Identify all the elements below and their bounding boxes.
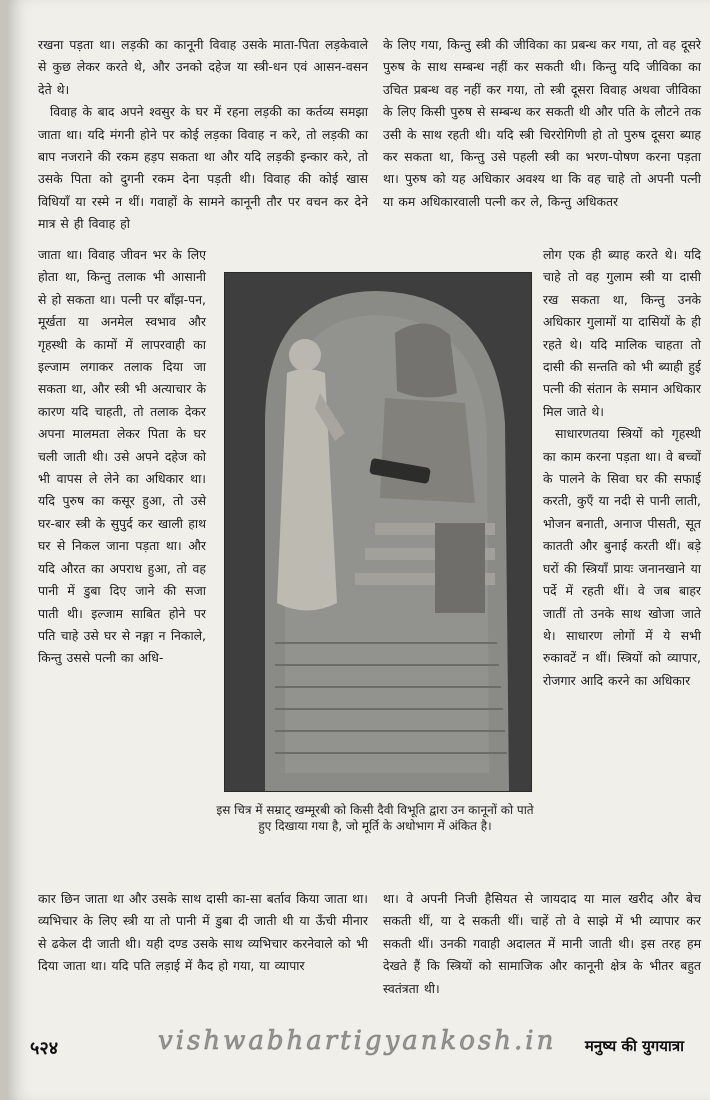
hammurabi-stele-photo xyxy=(224,272,532,792)
paragraph: कार छिन जाता था और उसके साथ दासी का-सा बर्ताव किया जाता था। व्यभिचार के लिए स्त्री या तो पानी में डुबा दी जाती थी या ऊँची मीनार से ढकेल दी जाती थी। यही दण्ड उसके साथ व्यभिचार करनेवाले को भी दिया जाता था। यदि पति लड़ाई में कैद हो गया, या व्यापार xyxy=(38,891,368,974)
god-body xyxy=(380,398,475,503)
figure-caption: इस चित्र में सम्राट् खम्मूरबी को किसी दैवी विभूति द्वारा उन कानूनों को पाते हुए दिखाया गया है, जो मूर्ति के अधोभाग में अंकित है। xyxy=(216,803,534,833)
text-column-left-top xyxy=(38,34,368,236)
text-column-bottom-left xyxy=(38,888,368,978)
paragraph: था। वे अपनी निजी हैसियत से जायदाद या माल खरीद और बेच सकती थीं, या दे सकती थीं। चाहें तो वे साझे में भी व्यापार कर सकती थीं। उनकी गवाही अदालत में मानी जाती थी। इस तरह हम देखते हैं कि स्त्रियों को सामाजिक और कानूनी क्षेत्र के भीतर बहुत स्वतंत्रता थी। xyxy=(383,891,701,996)
paragraph: रखना पड़ता था। लड़की का कानूनी विवाह उसके माता-पिता लड़केवाले से कुछ लेकर करते थे, और उनको दहेज या स्त्री-धन एवं आसन-वसन देते थे। xyxy=(38,37,368,97)
book-page xyxy=(8,0,710,1100)
watermark-text: vishwabhartigyankosh.in xyxy=(158,1026,557,1056)
god-crown xyxy=(395,323,457,397)
text-column-right-wrap xyxy=(543,244,701,692)
running-title: मनुष्य की युगयात्रा xyxy=(584,1037,684,1055)
paragraph: के लिए गया, किन्तु स्त्री की जीविका का प्रबन्ध कर गया, तो वह दूसरे पुरुष के साथ सम्बन्ध नहीं कर सकती थी। किन्तु यदि जीविका का उचित प्रबन्ध वह नहीं कर गया, तो स्त्री दूसरा विवाह अथवा जीविका के लिए किसी पुरुष से सम्बन्ध कर सकती थी और पति के लौटने तक उसी के साथ रहती थी। यदि स्त्री चिररोगिणी हो तो पुरुष दूसरा ब्याह कर सकता था, किन्तु उसे पहली स्त्री का भरण-पोषण करना पड़ता था। पुरुष को यह अधिकार अवश्य था कि वह चाहे तो अपनी पत्नी या कम अधिकारवाली पत्नी कर ले, किन्तु अधिकतर xyxy=(383,37,701,209)
throne-seat xyxy=(435,523,485,613)
king-head xyxy=(289,339,321,371)
paragraph: साधारणतया स्त्रियों को गृहस्थी का काम करना पड़ता था। वे बच्चों के पालने के सिवा घर की सफाई करती, कुएँ या नदी से पानी लाती, भोजन बनाती, अनाज पीसती, सूत कातती और बुनाई करती थीं। बड़े घरों की स्त्रियाँ प्रायः जनानखाने या पर्दे में रहती थीं। वे जब बाहर जातीं तो उनके साथ खोजा जाते थे। साधारण लोगों में ये सभी रुकावटें न थीं। स्त्रियों को व्यापार, रोजगार आदि करने का अधिकार xyxy=(543,426,701,688)
paragraph: विवाह के बाद अपने श्वसुर के घर में रहना लड़की का कर्तव्य समझा जाता था। यदि मंगनी होने पर कोई लड़का विवाह न करे, तो लड़की का बाप नजराने की रकम हड़प सकता था और यदि लड़की इन्कार करे, तो उसके पिता को दुगनी रकम देना पड़ती थी। विवाह की कोई खास विधियाँ या रस्मे न थीं। गवाहों के सामने कानूनी तौर पर वचन कर देने मात्र से ही विवाह हो xyxy=(38,104,368,232)
paragraph: लोग एक ही ब्याह करते थे। यदि चाहे तो वह गुलाम स्त्री या दासी रख सकता था, किन्तु उनके अधिकार गुलामों या दासियों के ही रहते थे। यदि मालिक चाहता तो दासी की सन्तति को भी ब्याही हुई पत्नी की संतान के समान अधिकार मिल जाते थे। xyxy=(543,247,701,419)
page-number: ५२४ xyxy=(30,1038,59,1059)
paragraph: जाता था। विवाह जीवन भर के लिए होता था, किन्तु तलाक भी आसानी से हो सकता था। पत्नी पर बाँझ-पन, मूर्खता या अनमेल स्वभाव और गृहस्थी के कामों में लापरवाही का इल्जाम लगाकर तलाक दिया जा सकता था, और स्त्री भी अत्याचार के कारण यदि चाहती, तो तलाक देकर अपना मालमता लेकर पिता के घर चली जाती थी। उसे अपने दहेज को भी वापस ले लेने का अधिकार था। यदि पुरुष का कसूर हुआ, तो उसे घर-बार स्त्री के सुपुर्द कर खाली हाथ घर से निकल जाना पड़ता था। और यदि औरत का अपराध हुआ, तो वह पानी में डुबा दिए जाने की सजा पाती थी। इल्जाम साबित होने पर पति चाहे उसे घर से नङ्गा न निकाले, किन्तु उससे पत्नी का अधि- xyxy=(38,247,206,666)
text-column-right-top xyxy=(383,34,701,213)
stele-illustration xyxy=(225,273,531,791)
text-column-left-wrap xyxy=(38,244,206,670)
text-column-bottom-right xyxy=(383,888,701,1000)
